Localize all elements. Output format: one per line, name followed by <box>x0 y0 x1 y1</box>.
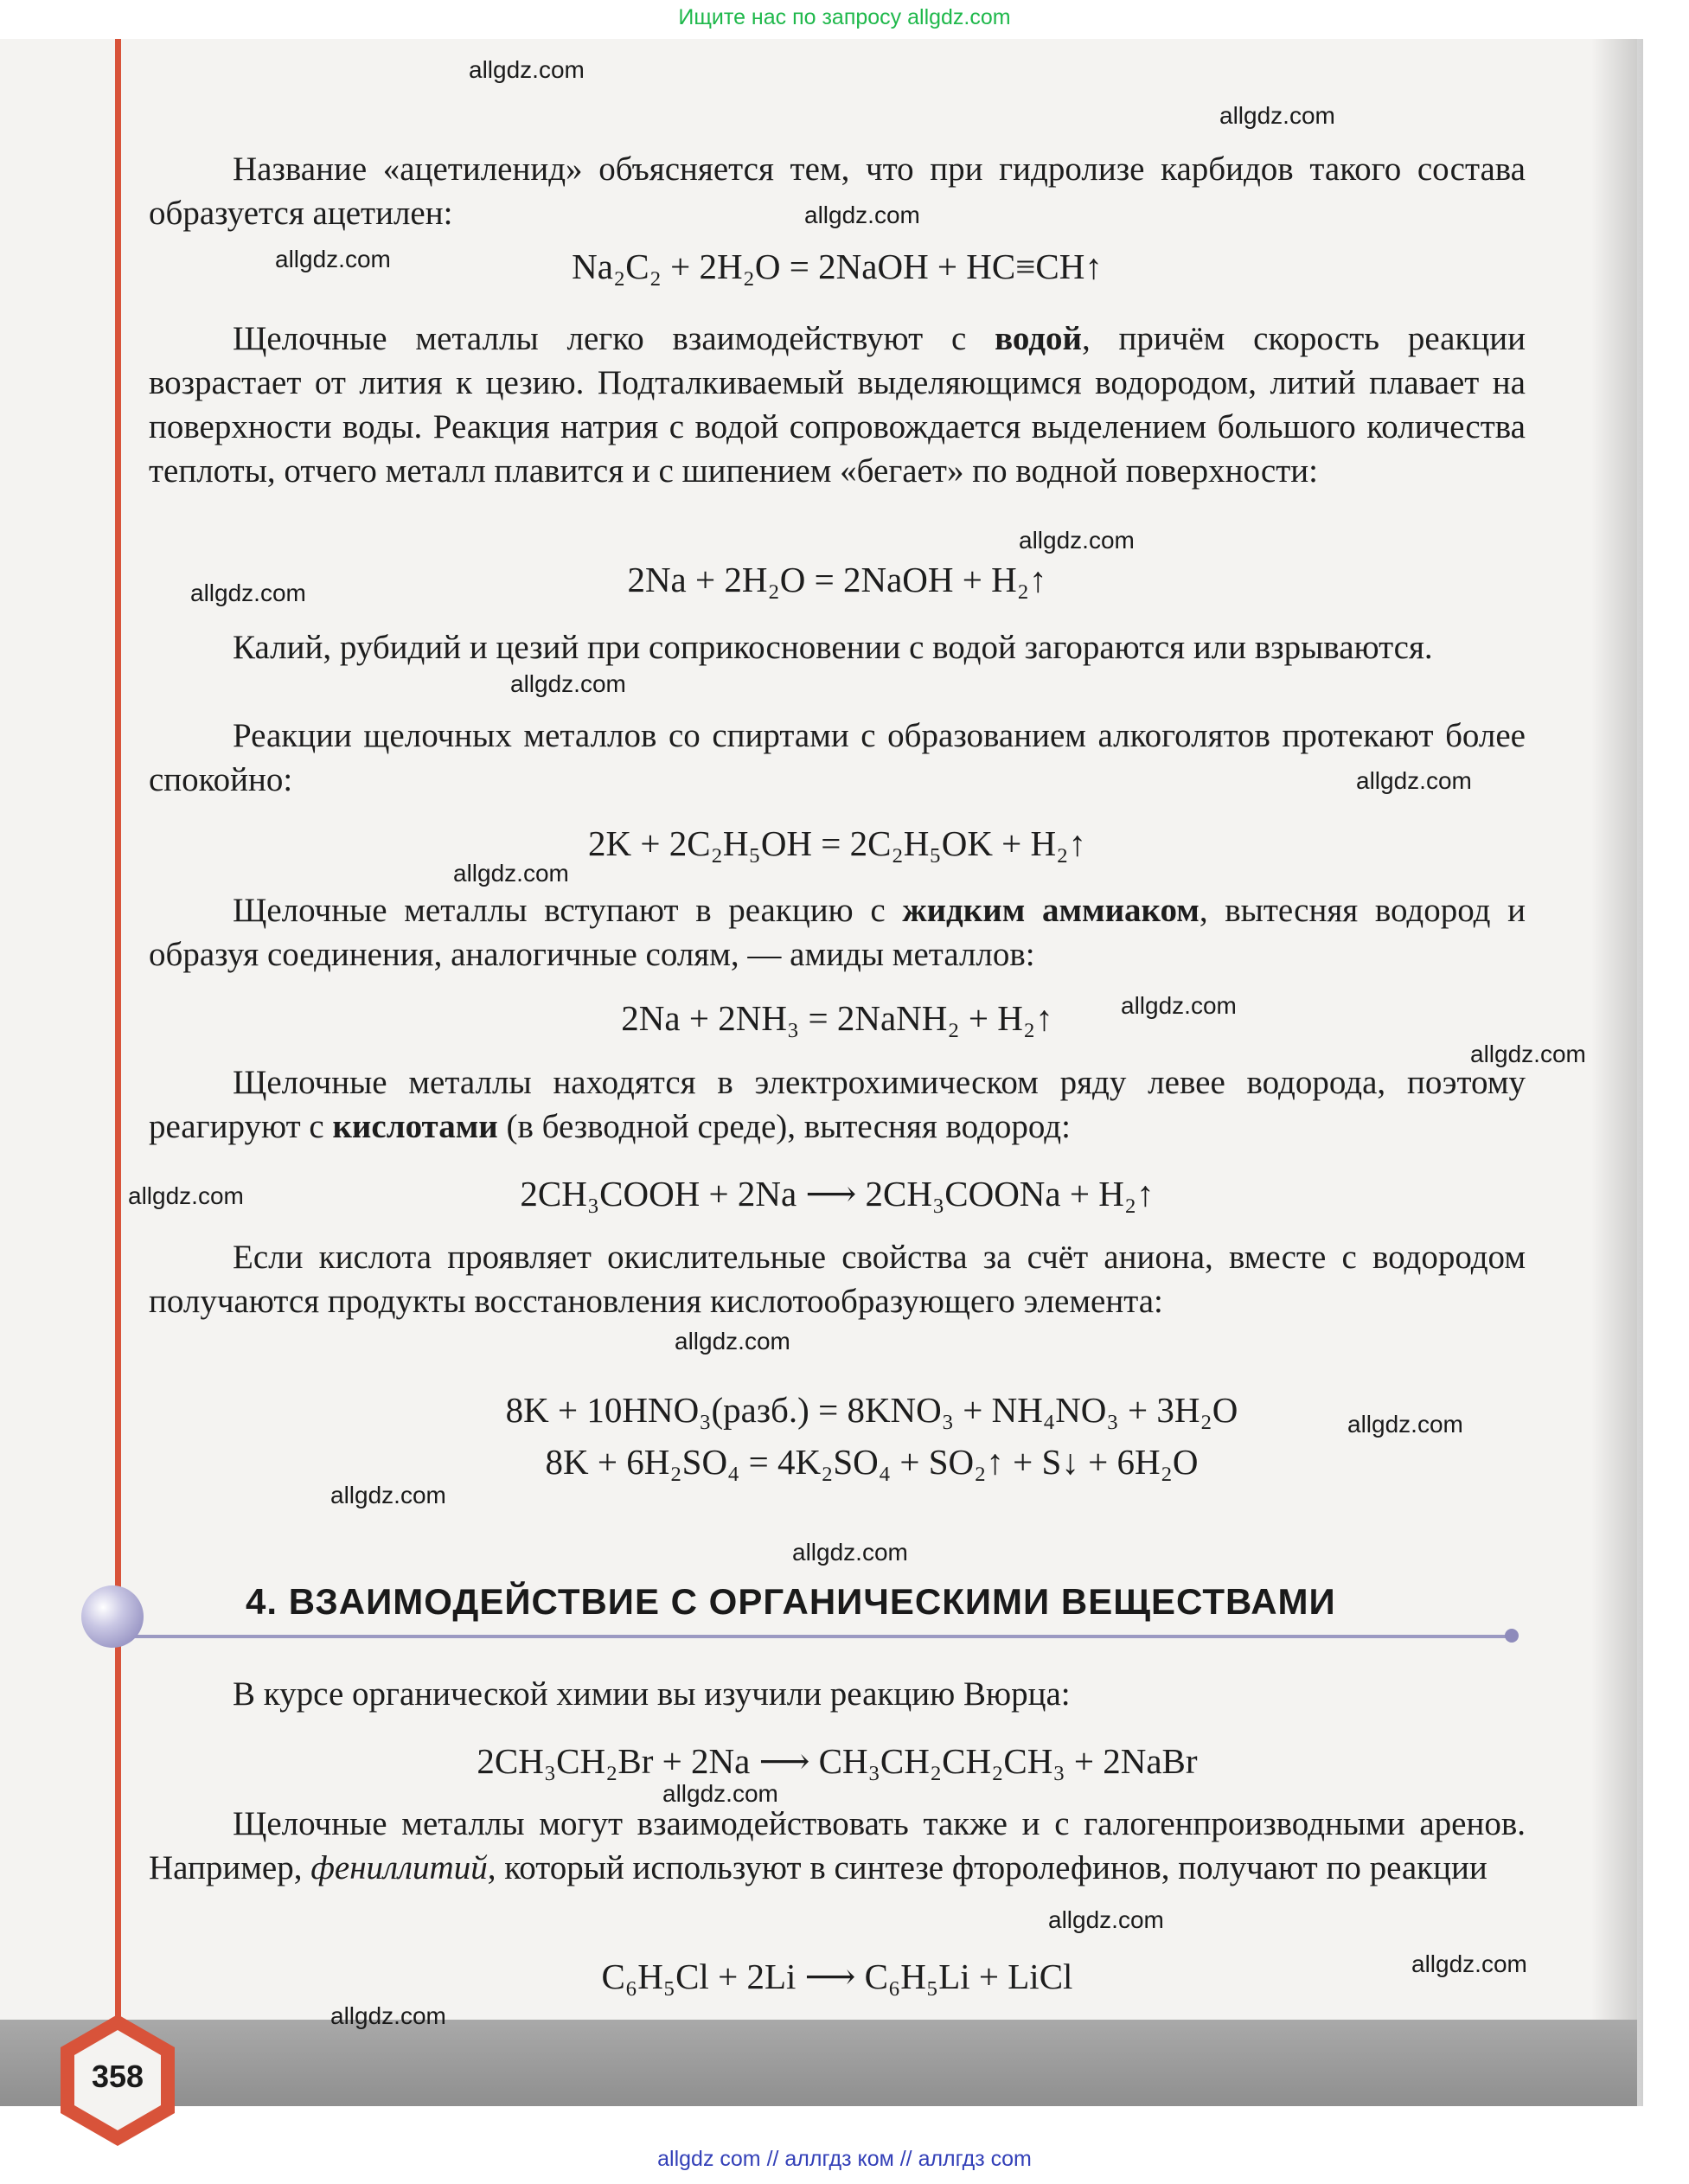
equation-8: 2CH₃CH₂Br + 2Na ⟶ CH₃CH₂CH₂CH₃ + 2NaBr <box>477 1741 1198 1781</box>
watermark: allgdz.com <box>675 1328 790 1355</box>
paragraph-alcohols <box>149 714 1526 802</box>
paragraph-text: (в безводной среде), вытесняя водород: <box>497 1108 1071 1145</box>
watermark: allgdz.com <box>1219 102 1335 129</box>
paragraph-text: Щелочные металлы могут взаимодействовать также и с галогенпроизводными аренов. Например, <box>149 1805 1526 1886</box>
paragraph-phenyllithium <box>149 1802 1526 1890</box>
watermark: allgdz.com <box>330 2002 446 2029</box>
paragraph-potassium <box>149 625 1526 669</box>
paragraph-text: Щелочные металлы легко взаимодействуют с <box>233 320 995 357</box>
watermark: allgdz.com <box>453 860 569 887</box>
paragraph-ammonia <box>149 888 1526 977</box>
equation-9: C₆H₅Cl + 2Li ⟶ C₆H₅Li + LiCl <box>601 1957 1073 1996</box>
bold-term-acids: кислотами <box>332 1108 498 1145</box>
footer-band <box>0 2020 1637 2106</box>
paragraph-water <box>149 317 1526 493</box>
watermark: allgdz.com <box>662 1780 778 1807</box>
equation-2: 2Na + 2H₂O = 2NaOH + H₂↑ <box>627 560 1047 599</box>
section-title: 4. ВЗАИМОДЕЙСТВИЕ С ОРГАНИЧЕСКИМИ ВЕЩЕСТВАМИ <box>246 1581 1336 1622</box>
watermark: allgdz.com <box>1347 1411 1463 1438</box>
paragraph-text: , причём скорость реакции возрастает от лития к цезию. Подталкиваемый выделяющимся водородом, литий плавает на поверхности воды. Реакция натрия с водой сопровождается выделением большого количества теплоты, отчего металл плавится и с шипением «бегает» по водной поверхности: <box>149 320 1526 490</box>
equation-3: 2K + 2C₂H₅OH = 2C₂H₅OK + H₂↑ <box>588 823 1086 863</box>
paragraph-text: Реакции щелочных металлов со спиртами с образованием алкоголятов протекают более спокойно: <box>149 717 1526 798</box>
paragraph-wurtz <box>149 1672 1526 1716</box>
watermark: allgdz.com <box>792 1539 908 1566</box>
bold-term-ammonia: жидким аммиаком <box>902 892 1200 929</box>
paragraph-text: Калий, рубидий и цезий при соприкосновении с водой загораются или взрываются. <box>233 629 1433 666</box>
paragraph-oxidizing <box>149 1235 1526 1323</box>
watermark: allgdz.com <box>1048 1906 1164 1933</box>
bold-term-water: водой <box>995 320 1082 357</box>
watermark: allgdz.com <box>275 246 391 272</box>
equation-1: Na₂C₂ + 2H₂O = 2NaOH + HC≡CH↑ <box>572 247 1103 286</box>
section-divider <box>121 1635 1515 1638</box>
watermark: allgdz.com <box>330 1482 446 1508</box>
section-divider-dot <box>1505 1629 1519 1643</box>
paragraph-text: Название «ацетиленид» объясняется тем, что при гидролизе карбидов такого состава образуется ацетилен: <box>149 151 1526 232</box>
section-bullet-sphere <box>81 1585 144 1648</box>
equation-6: 8K + 10HNO₃(разб.) = 8KNO₃ + NH₄NO₃ + 3H₂O <box>505 1390 1238 1430</box>
watermark: allgdz.com <box>510 670 626 697</box>
equation-4: 2Na + 2NH₃ = 2NaNH₂ + H₂↑ <box>621 998 1053 1038</box>
watermark: allgdz.com <box>804 202 920 228</box>
equation-5: 2CH₃COOH + 2Na ⟶ 2CH₃COONa + H₂↑ <box>520 1174 1155 1214</box>
watermark: allgdz.com <box>128 1182 244 1209</box>
italic-term-phenyllithium: фениллитий, <box>310 1849 496 1886</box>
paragraph-text: который используют в синтезе фторолефинов, получают по реакции <box>496 1849 1487 1886</box>
watermark: allgdz.com <box>1411 1950 1527 1977</box>
watermark: allgdz.com <box>190 580 306 606</box>
watermark: allgdz.com <box>1356 767 1472 794</box>
paragraph-text: Щелочные металлы вступают в реакцию с <box>233 892 903 929</box>
watermark: allgdz.com <box>469 56 585 83</box>
paragraph-text: В курсе органической химии вы изучили реакцию Вюрца: <box>233 1675 1071 1713</box>
equation-7: 8K + 6H₂SO₄ = 4K₂SO₄ + SO₂↑ + S↓ + 6H₂O <box>545 1442 1199 1482</box>
watermark: allgdz.com <box>1470 1041 1586 1067</box>
page-edge-shadow <box>1591 39 1643 2106</box>
top-banner[interactable]: Ищите нас по запросу allgdz.com <box>678 5 1011 29</box>
margin-rule <box>115 39 121 2063</box>
watermark: allgdz.com <box>1121 992 1237 1019</box>
paragraph-acids <box>149 1060 1526 1149</box>
paragraph-text: Щелочные металлы находятся в электрохимическом ряду левее водорода, поэтому реагируют с <box>149 1064 1526 1145</box>
paragraph-text: Если кислота проявляет окислительные свойства за счёт аниона, вместе с водородом получаются продукты восстановления кислотообразующего элемента: <box>149 1239 1526 1320</box>
watermark: allgdz.com <box>1019 527 1135 554</box>
bottom-banner[interactable]: allgdz com // аллгдз ком // аллгдз com <box>657 2147 1032 2171</box>
page-number: 358 <box>91 2059 144 2094</box>
paragraph-text: , вытесняя водород и образуя соединения, аналогичные солям, — амиды металлов: <box>149 892 1526 973</box>
